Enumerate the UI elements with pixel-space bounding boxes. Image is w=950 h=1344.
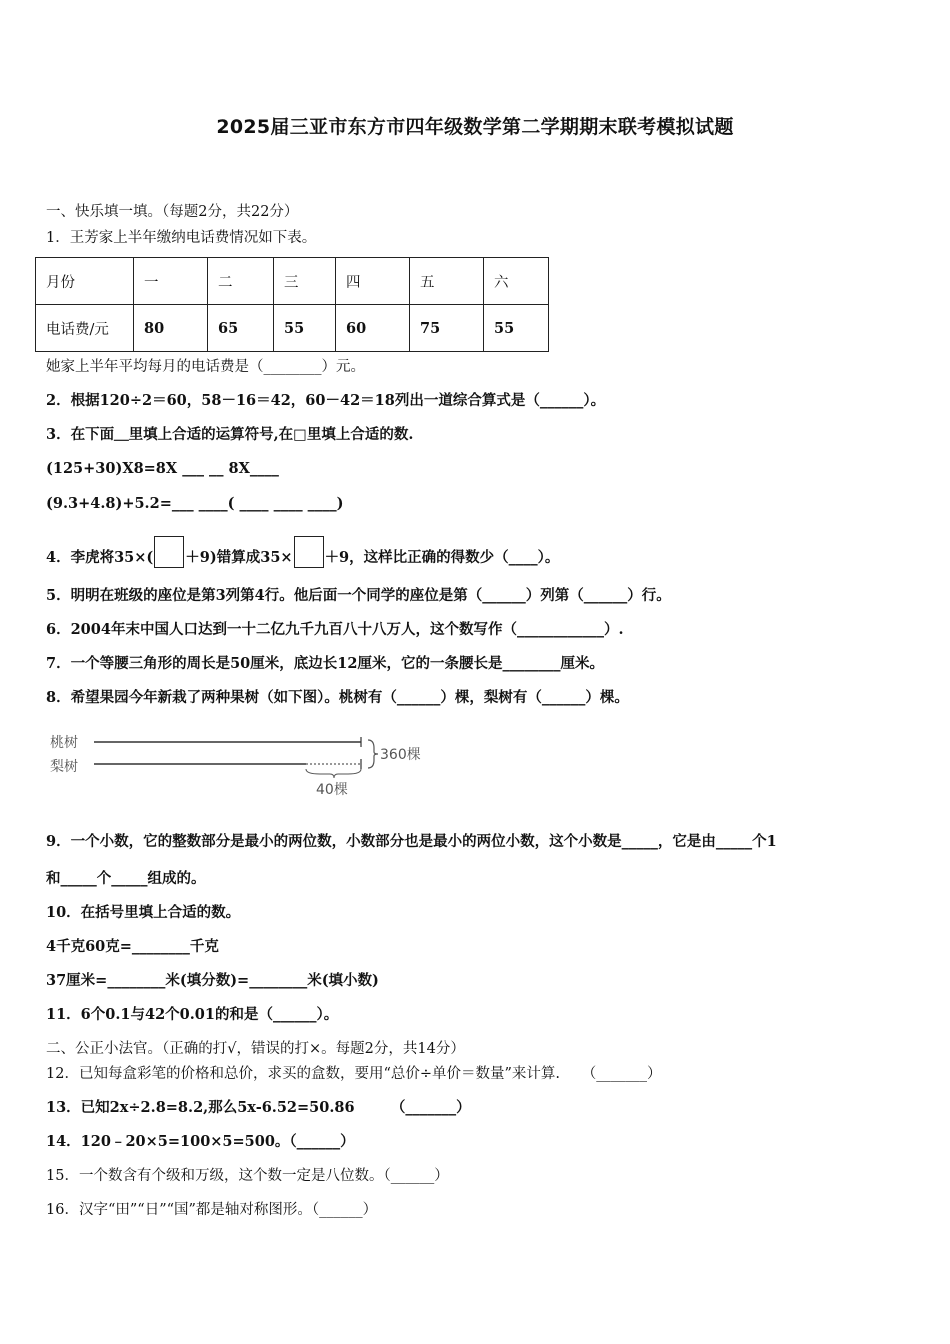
question-1: 1．王芳家上半年缴纳电话费情况如下表。 bbox=[46, 230, 317, 246]
table-cell: 一 bbox=[134, 258, 208, 305]
table-cell: 60 bbox=[336, 305, 410, 352]
question-6: 6．2004年末中国人口达到一十二亿九千九百八十八万人，这个数写作（____________）. bbox=[46, 621, 624, 638]
question-10: 10．在括号里填上合适的数。 bbox=[46, 904, 241, 921]
question-10-part-b: 37厘米=________米(填分数)=________米(填小数) bbox=[46, 972, 379, 989]
question-2: 2．根据120÷2＝60，58－16＝42，60－42＝18列出一道综合算式是（______）。 bbox=[46, 392, 606, 409]
question-4-text-2: ＋9)错算成35× bbox=[185, 549, 293, 566]
question-13: 13．已知2x÷2.8=8.2,那么5x-6.52=50.86 （_______） bbox=[46, 1099, 471, 1116]
section-1-heading: 一、快乐填一填。（每题2分，共22分） bbox=[46, 204, 299, 220]
question-5: 5．明明在班级的座位是第3列第4行。他后面一个同学的座位是第（______）列第（______）行。 bbox=[46, 587, 671, 604]
question-11: 11．6个0.1与42个0.01的和是（______）。 bbox=[46, 1006, 339, 1023]
table-cell: 65 bbox=[208, 305, 274, 352]
total-label: 360棵 bbox=[380, 747, 421, 763]
table-cell: 75 bbox=[410, 305, 484, 352]
table-cell: 55 bbox=[274, 305, 336, 352]
question-4 bbox=[46, 536, 559, 568]
table-cell: 月份 bbox=[36, 258, 134, 305]
question-9-line-1: 9．一个小数，它的整数部分是最小的两位数，小数部分也是最小的两位小数，这个小数是_____，它是由_____个1 bbox=[46, 833, 777, 850]
question-9-line-2: 和_____个_____组成的。 bbox=[46, 870, 206, 887]
tree-diagram bbox=[48, 728, 448, 800]
peach-label: 桃树 bbox=[50, 735, 78, 751]
table-cell: 六 bbox=[484, 258, 549, 305]
table-header-row bbox=[36, 258, 549, 305]
question-14: 14．120﹣20×5=100×5=500。（______） bbox=[46, 1133, 355, 1150]
phone-fee-table bbox=[35, 257, 549, 352]
table-cell: 55 bbox=[484, 305, 549, 352]
section-2-heading: 二、公正小法官。（正确的打√，错误的打×。每题2分，共14分） bbox=[46, 1041, 465, 1057]
question-8: 8．希望果园今年新栽了两种果树（如下图）。桃树有（______）棵，梨树有（______）棵。 bbox=[46, 689, 629, 706]
table-cell: 80 bbox=[134, 305, 208, 352]
question-3-part-b: (9.3+4.8)+5.2=___ ____( ____ ____ ____) bbox=[46, 495, 344, 512]
question-12: 12．已知每盒彩笔的价格和总价，求买的盒数，要用“总价÷单价＝数量”来计算. （_______） bbox=[46, 1066, 662, 1082]
question-4-text-3: ＋9，这样比正确的得数少（____）。 bbox=[324, 549, 560, 566]
pear-label: 梨树 bbox=[50, 759, 78, 775]
diff-brace bbox=[306, 769, 361, 778]
question-3-part-a: (125+30)X8=8X ___ __ 8X____ bbox=[46, 460, 279, 477]
question-10-part-a: 4千克60克=________千克 bbox=[46, 938, 219, 955]
table-cell: 五 bbox=[410, 258, 484, 305]
question-16: 16．汉字“田”“日”“国”都是轴对称图形。（______） bbox=[46, 1202, 378, 1218]
question-15: 15．一个数含有个级和万级，这个数一定是八位数。（______） bbox=[46, 1168, 449, 1184]
page-title: 2025届三亚市东方市四年级数学第二学期期末联考模拟试题 bbox=[216, 116, 734, 138]
answer-box bbox=[294, 536, 324, 568]
answer-box bbox=[154, 536, 184, 568]
table-cell: 三 bbox=[274, 258, 336, 305]
table-cell: 电话费/元 bbox=[36, 305, 134, 352]
question-4-text-1: 4．李虎将35×( bbox=[46, 549, 154, 566]
question-7: 7．一个等腰三角形的周长是50厘米，底边长12厘米，它的一条腰长是________厘米。 bbox=[46, 655, 604, 672]
table-cell: 四 bbox=[336, 258, 410, 305]
question-3: 3．在下面＿里填上合适的运算符号,在□里填上合适的数. bbox=[46, 426, 414, 443]
table-row bbox=[36, 305, 549, 352]
total-brace bbox=[368, 740, 378, 768]
table-cell: 二 bbox=[208, 258, 274, 305]
question-1-followup: 她家上半年平均每月的电话费是（________）元。 bbox=[46, 359, 365, 375]
diff-label: 40棵 bbox=[316, 782, 348, 798]
